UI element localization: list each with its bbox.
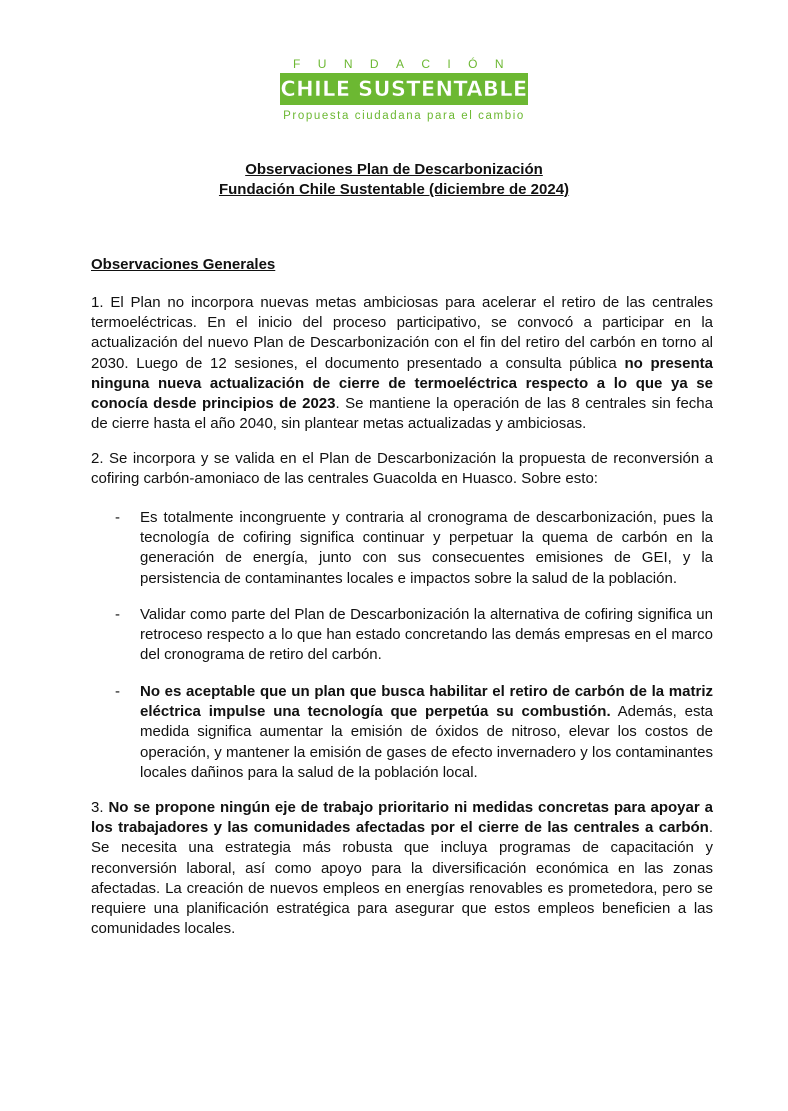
logo-tagline: Propuesta ciudadana para el cambio bbox=[283, 110, 525, 122]
bullet-2-text: Validar como parte del Plan de Descarbonización la alternativa de cofiring significa un retroceso respecto a lo que han estado concretando las demás empresas en el marco del cronograma de retiro del carbón. bbox=[140, 606, 713, 664]
paragraph-1 bbox=[91, 293, 713, 434]
foundation-logo bbox=[280, 57, 528, 122]
bullet-dash: - bbox=[115, 683, 120, 700]
p1-text-start: 1. El Plan no incorpora nuevas metas ambiciosas para acelerar el retiro de las centrales termoeléctricas. En el inicio del proceso participativo, se convocó a participar en la actualización del nuevo Plan de Descarbonización con el fin del retiro del carbón en torno al 2030. Luego de 12 sesiones, el documento presentado a consulta pública bbox=[91, 294, 713, 372]
p2-text: 2. Se incorpora y se valida en el Plan de Descarbonización la propuesta de reconversión a cofiring carbón-amoniaco de las centrales Guacolda en Huasco. Sobre esto: bbox=[91, 450, 713, 488]
p3-text: . Se necesita una estrategia más robusta que incluya programas de capacitación y reconversión laboral, así como apoyo para la diversificación económica en las zonas afectadas. La creación de nuevos empleos en energías renovables es prometedora, pero se requiere una planificación estratégica para asegurar que estos empleos beneficien a las comunidades locales. bbox=[91, 819, 713, 938]
p1-text-end: . Se mantiene la operación de las 8 centrales sin fecha de cierre hasta el año 2040, sin plantear metas actualizadas y ambiciosas. bbox=[91, 395, 713, 433]
document-title: Observaciones Plan de Descarbonización bbox=[245, 161, 543, 178]
p3-bold: No se propone ningún eje de trabajo prioritario ni medidas concretas para apoyar a los trabajadores y las comunidades afectadas por el cierre de las centrales a carbón bbox=[91, 799, 713, 837]
document-subtitle: Fundación Chile Sustentable (diciembre de 2024) bbox=[218, 181, 570, 198]
bullet-dash: - bbox=[115, 606, 120, 623]
bullet-3 bbox=[91, 682, 713, 783]
p1-bold: no presenta ninguna nueva actualización de cierre de termoeléctrica respecto a lo que ya se conocía desde principios de 2023 bbox=[91, 354, 713, 413]
logo-banner bbox=[280, 73, 528, 105]
p3-number: 3. bbox=[91, 799, 109, 816]
bullet-dash: - bbox=[115, 509, 120, 526]
bullet-3-text: Además, esta medida significa aumentar la emisión de óxidos de nitroso, elevar los costos de operación, y mantener la emisión de gases de efecto invernadero y los contaminantes locales dañinos para la salud de la población local. bbox=[140, 703, 713, 781]
bullet-3-bold: No es aceptable que un plan que busca habilitar el retiro de carbón de la matriz eléctrica impulse una tecnología que perpetúa su combustión. bbox=[140, 683, 713, 721]
bullet-2 bbox=[91, 605, 713, 666]
paragraph-2 bbox=[91, 449, 713, 489]
bullet-1 bbox=[91, 508, 713, 589]
section-heading-wrap bbox=[91, 255, 713, 275]
logo-main-text: CHILE SUSTENTABLE bbox=[280, 77, 528, 101]
paragraph-3 bbox=[91, 798, 713, 939]
bullet-1-text: Es totalmente incongruente y contraria al cronograma de descarbonización, pues la tecnología de cofiring significa continuar y perpetuar la quema de carbón en la generación de energía, junto con sus consecuentes emisiones de GEI, y la persistencia de contaminantes locales e impactos sobre la salud de la población. bbox=[140, 509, 713, 587]
logo-top-text: FUNDACIÓN bbox=[293, 57, 521, 71]
section-heading: Observaciones Generales bbox=[91, 256, 276, 273]
